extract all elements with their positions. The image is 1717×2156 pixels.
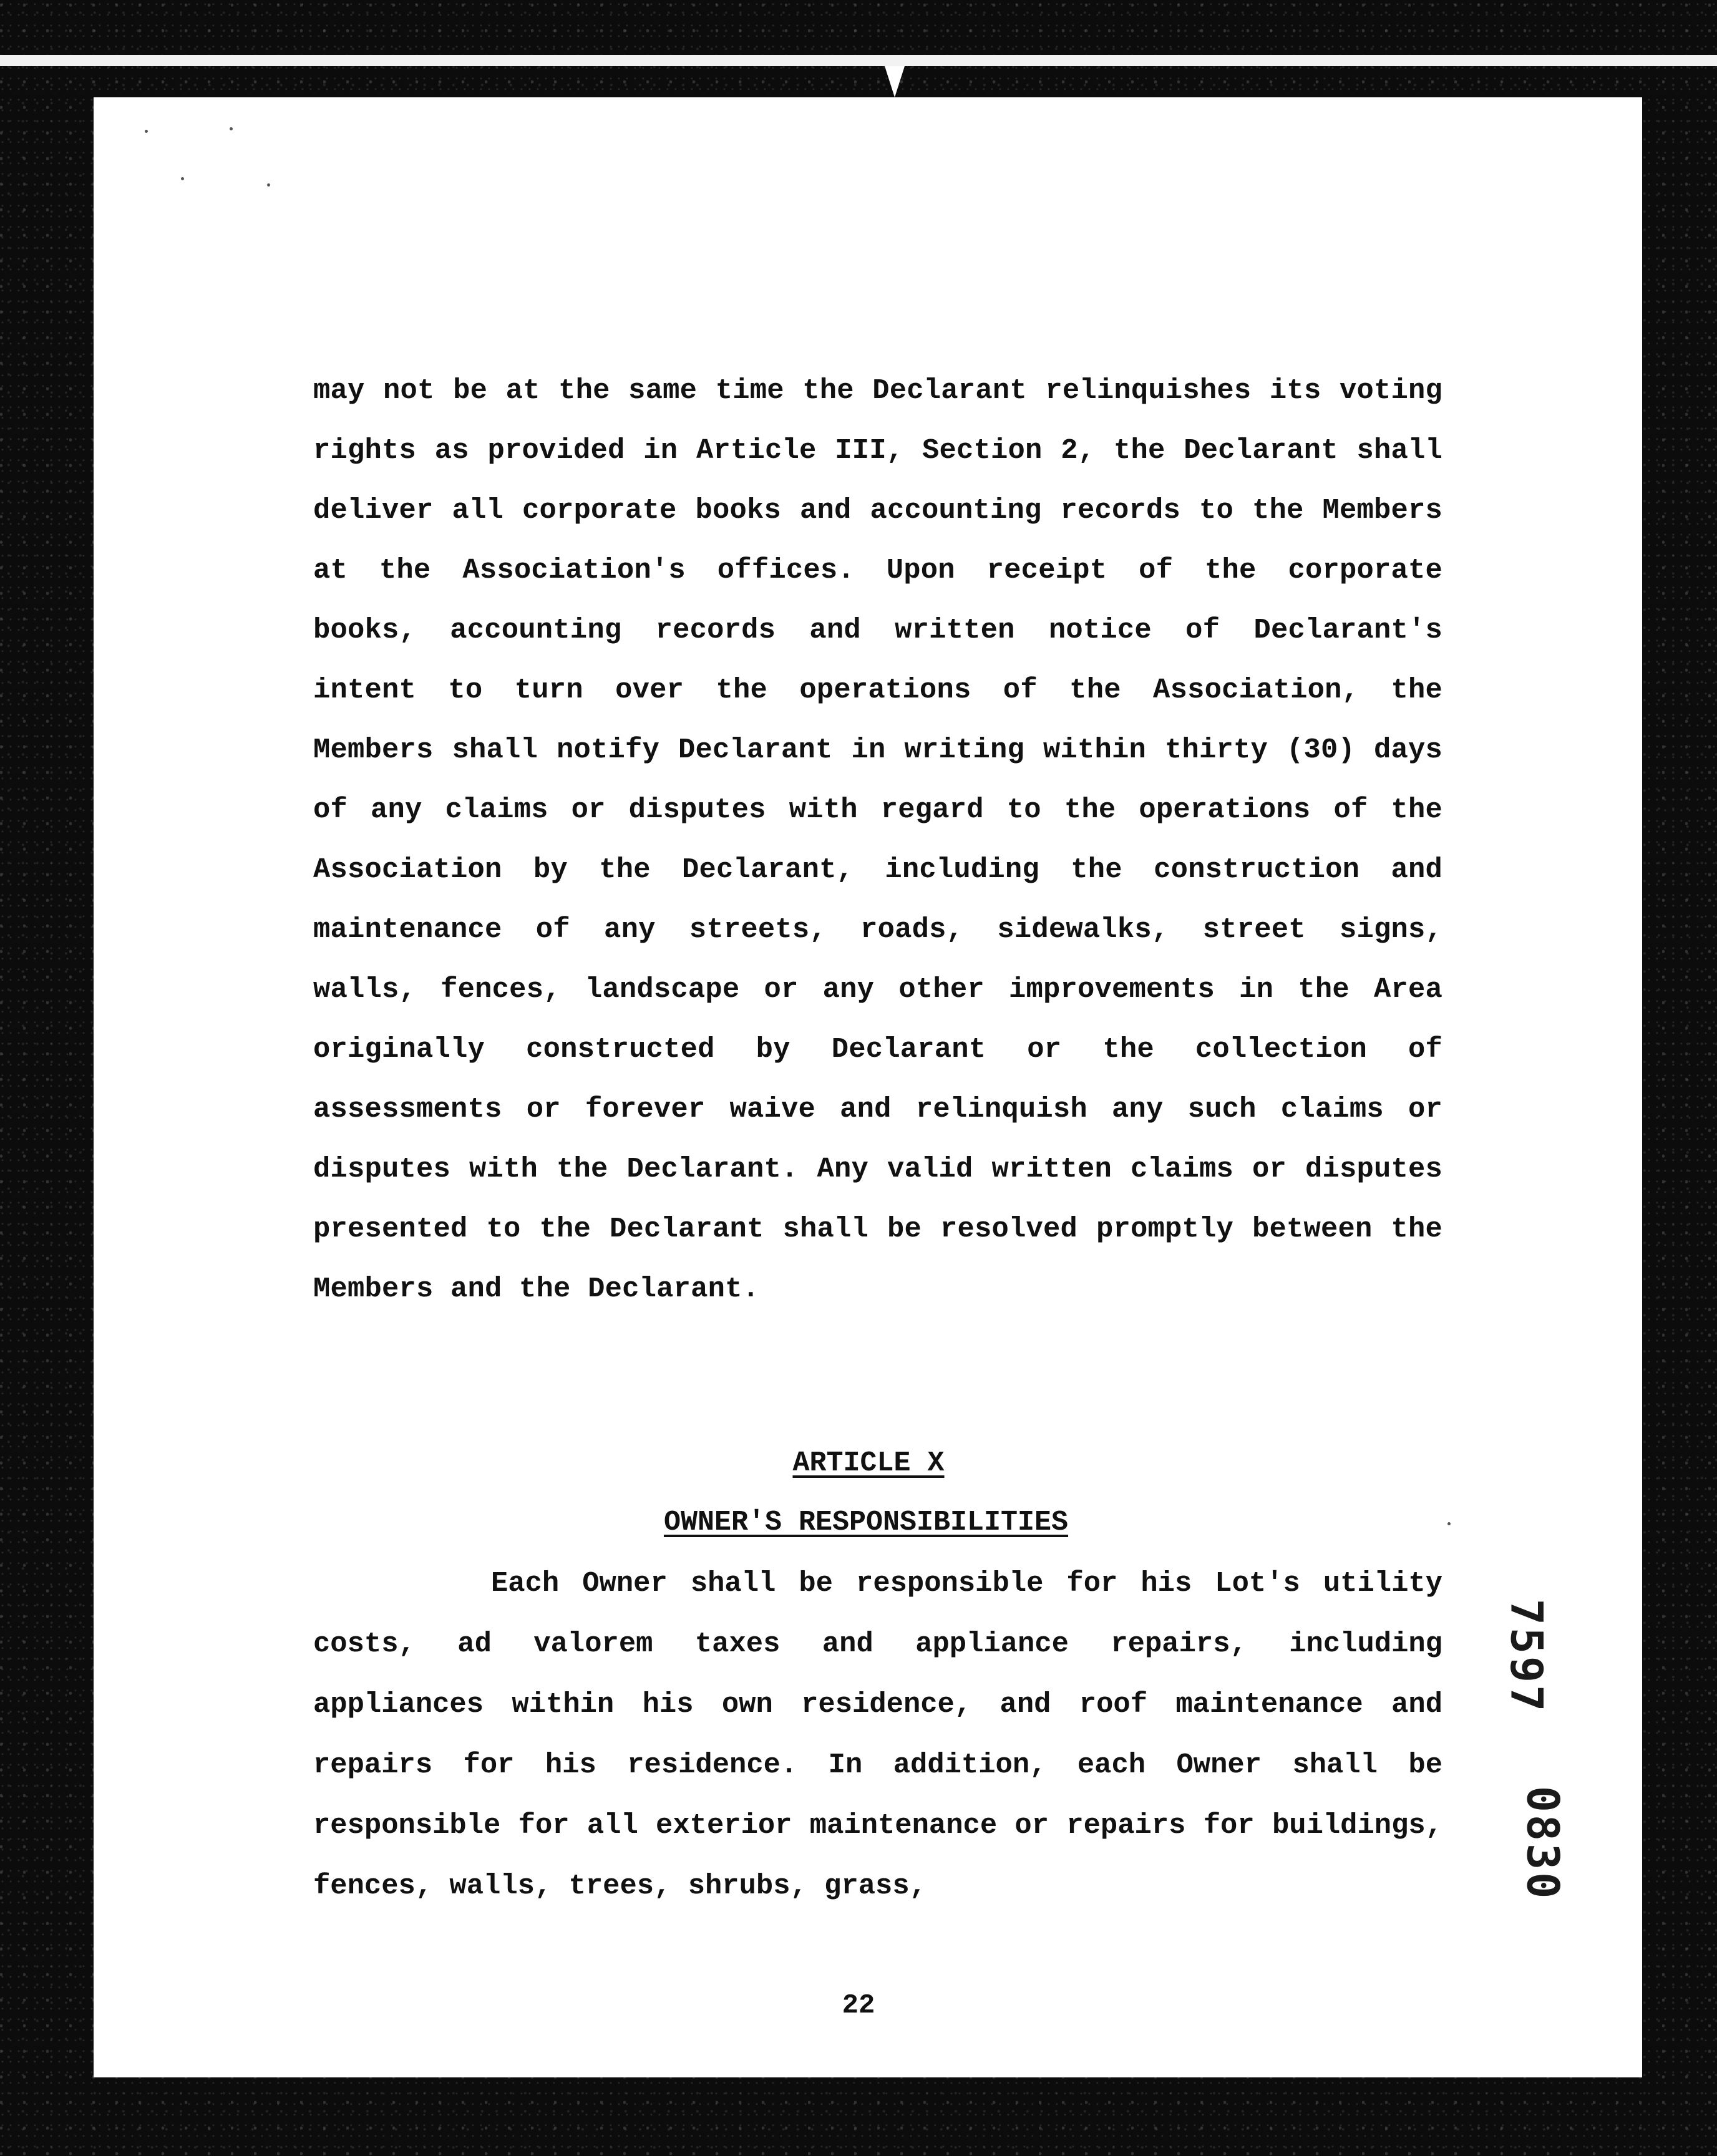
- page-number: 22: [842, 1990, 875, 2021]
- scan-speck: [145, 130, 148, 133]
- scan-speck: [181, 177, 184, 180]
- body-paragraph: may not be at the same time the Declarant relinquishes its voting rights as provided in Article III, Section 2, the Declarant shall deliver all corporate books and accounting records to the Members at the Association's offices. Upon receipt of the corporate books, accounting records and written notice of Declarant's intent to turn over the operations of the Association, the Members shall notify Declarant in writing within thirty (30) days of any claims or disputes with regard to the operations of the Association by the Declarant, including the construction and maintenance of any streets, roads, sidewalks, street signs, walls, fences, landscape or any other improvements in the Area originally constructed by Declarant or the collection of assessments or forever waive and relinquish any such claims or disputes with the Declarant. Any valid written claims or disputes presented to the Declarant shall be resolved promptly between the Members and the Declarant.: [313, 374, 1442, 1305]
- owner-responsibilities-paragraph: Each Owner shall be responsible for his Lot's utility costs, ad valorem taxes and appliance repairs, including appliances within his own residence, and roof maintenance and repairs for his residence. In addition, each Owner shall be responsible for all exterior maintenance or repairs for buildings, fences, walls, trees, shrubs, grass,: [313, 1567, 1442, 1902]
- margin-stamp-number: 0830: [1517, 1785, 1569, 1901]
- article-subtitle: OWNER'S RESPONSIBILITIES: [663, 1507, 1069, 1538]
- article-title: ARTICLE X: [792, 1447, 945, 1479]
- scan-edge-strip: [0, 55, 1717, 66]
- scan-speck: [267, 183, 270, 187]
- scan-notch: [885, 66, 905, 97]
- scan-speck: [230, 127, 233, 130]
- margin-stamp-number: 7597: [1501, 1598, 1552, 1714]
